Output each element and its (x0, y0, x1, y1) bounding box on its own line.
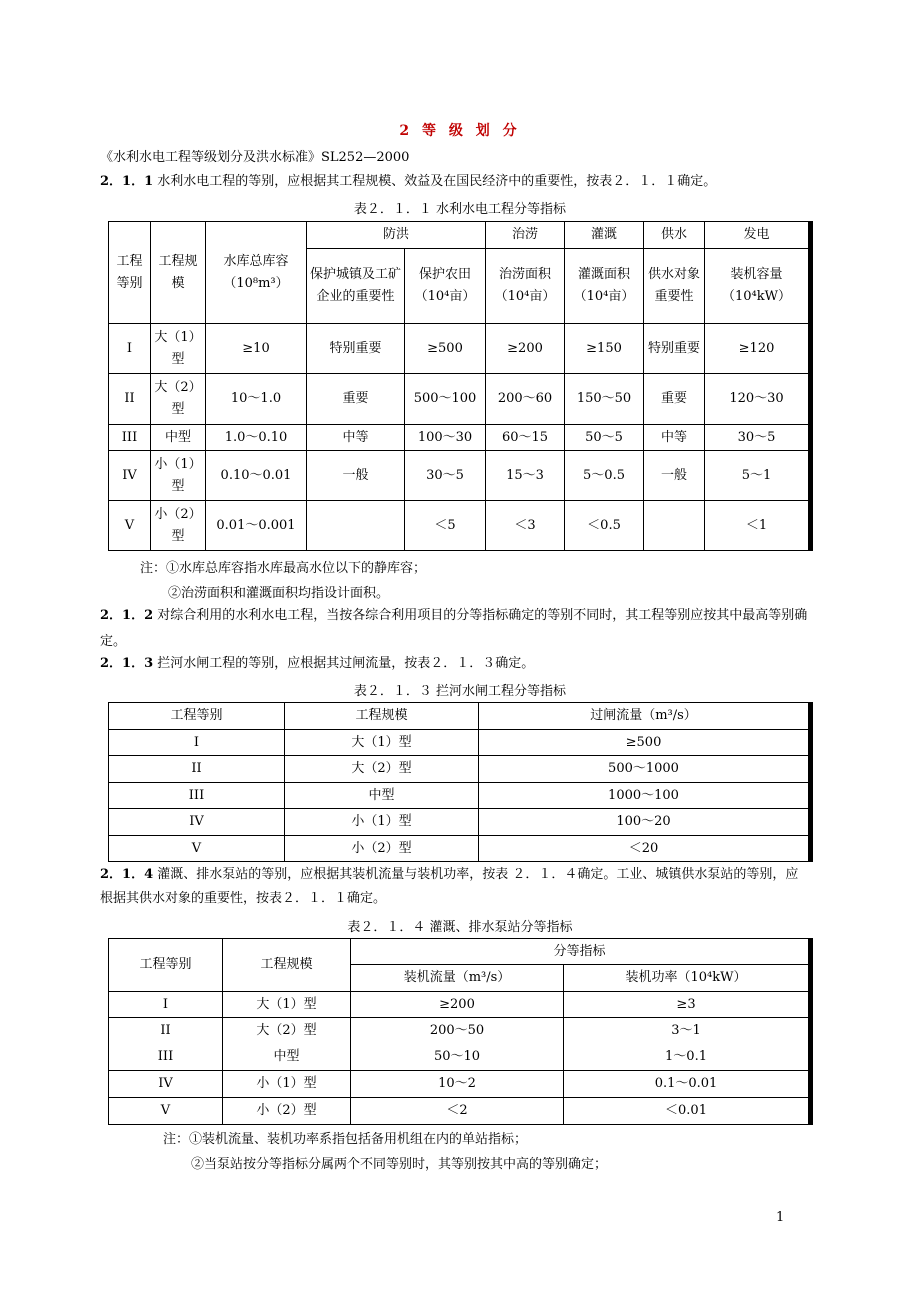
cell: 重要 (307, 374, 405, 425)
table1-caption: 表２．１．１ 水利水电工程分等指标 (353, 202, 567, 217)
cell: 大（1）型 (223, 992, 351, 1018)
group-irrig: 灌溉 (565, 222, 644, 249)
cell: 5～0.5 (565, 451, 644, 501)
table-row (109, 836, 811, 862)
cell: 中型 (151, 425, 206, 451)
cell: ≥120 (705, 324, 811, 374)
cell: ≥500 (405, 324, 486, 374)
cell: 中等 (307, 425, 405, 451)
table-2-1-3 (108, 702, 813, 862)
cell: 大（2）型 (151, 374, 206, 425)
table3-note-2: ②当泵站按分等指标分属两个不同等别时，其等别按其中高的等别确定； (191, 1157, 608, 1172)
cell: ≥500 (479, 730, 811, 756)
cell: 小（2）型 (151, 501, 206, 551)
clause-number: 2．1．4 (100, 867, 154, 882)
table3-caption: 表２．１．４ 灌溉、排水泵站分等指标 (347, 920, 573, 935)
cell: II (109, 374, 151, 425)
cell: ≥150 (565, 324, 644, 374)
table-row (109, 783, 811, 809)
cell: 30～5 (705, 425, 811, 451)
cell: 3～1 (564, 1018, 811, 1045)
cell: ＜5 (405, 501, 486, 551)
header-farm: 保护农田（10⁴亩） (405, 249, 486, 324)
clause-2-1-3 (100, 651, 830, 677)
clause-text: 水利水电工程的等别，应根据其工程规模、效益及在国民经济中的重要性，按表２．１．１确定。 (157, 174, 717, 189)
table-row (109, 1018, 811, 1045)
table-row (109, 809, 811, 836)
cell: 大（2）型 (285, 756, 479, 783)
group-supply: 供水 (644, 222, 705, 249)
cell: 中型 (223, 1045, 351, 1071)
table-row (109, 501, 811, 551)
cell: III (109, 1045, 223, 1071)
cell: ＜0.5 (565, 501, 644, 551)
cell: 小（1）型 (223, 1071, 351, 1098)
cell: 中等 (644, 425, 705, 451)
group-power: 发电 (705, 222, 811, 249)
header-flow: 装机流量（m³/s） (351, 965, 564, 992)
header-city: 保护城镇及工矿企业的重要性 (307, 249, 405, 324)
cell: ＜2 (351, 1098, 564, 1125)
clause-text: 对综合利用的水利水电工程，当按各综合利用项目的分等指标确定的等别不同时，其工程等别应按其中最高等别确定。 (100, 608, 808, 649)
header-scale: 工程规模 (223, 939, 351, 992)
cell: I (109, 324, 151, 374)
cell: 500～100 (405, 374, 486, 425)
cell: 200～60 (486, 374, 565, 425)
cell: IV (109, 809, 285, 836)
cell: 特别重要 (307, 324, 405, 374)
cell: 0.01～0.001 (206, 501, 307, 551)
header-drain-area: 治涝面积（10⁴亩） (486, 249, 565, 324)
clause-number: 2．1．1 (100, 174, 154, 189)
section-title: 2 等 级 划 分 (399, 123, 521, 139)
clause-text: 灌溉、排水泵站的等别，应根据其装机流量与装机功率，按表 ２．１．４确定。工业、城镇供水泵站的等别，应 (157, 867, 799, 882)
cell: 200～50 (351, 1018, 564, 1045)
cell: 小（1）型 (285, 809, 479, 836)
cell: 小（2）型 (223, 1098, 351, 1125)
table3-note-1: 注：①装机流量、装机功率系指包括备用机组在内的单站指标； (163, 1132, 528, 1147)
cell (644, 501, 705, 551)
header-flow: 过闸流量（m³/s） (479, 703, 811, 730)
cell: 50～5 (565, 425, 644, 451)
standard-name: 《水利水电工程等级划分及洪水标准》SL252—2000 (100, 150, 410, 165)
table-row (109, 374, 811, 425)
header-index: 分等指标 (351, 939, 811, 965)
cell: II (109, 756, 285, 783)
table-row (109, 425, 811, 451)
cell: 一般 (644, 451, 705, 501)
table-row (109, 451, 811, 501)
group-flood: 防洪 (307, 222, 486, 249)
table1-note-1: 注：①水库总库容指水库最高水位以下的静库容； (140, 561, 427, 576)
cell: V (109, 836, 285, 862)
clause-text: 拦河水闸工程的等别，应根据其过闸流量，按表２．１．３确定。 (157, 656, 535, 671)
table-2-1-1 (108, 221, 813, 551)
page-number: 1 (776, 1210, 785, 1225)
cell: 大（2）型 (223, 1018, 351, 1045)
cell: 重要 (644, 374, 705, 425)
cell: 60～15 (486, 425, 565, 451)
table-row (109, 992, 811, 1018)
cell: 50～10 (351, 1045, 564, 1071)
cell: II (109, 1018, 223, 1045)
cell: 0.10～0.01 (206, 451, 307, 501)
table-row (109, 730, 811, 756)
cell: 0.1～0.01 (564, 1071, 811, 1098)
cell: 10～2 (351, 1071, 564, 1098)
cell: ＜1 (705, 501, 811, 551)
clause-2-1-4 (100, 862, 830, 888)
header-grade: 工程等别 (109, 703, 285, 730)
header-scale: 工程规模 (151, 222, 206, 324)
table-row (109, 1045, 811, 1071)
clause-2-1-2 (100, 603, 830, 655)
cell: III (109, 425, 151, 451)
cell: 100～30 (405, 425, 486, 451)
cell: V (109, 1098, 223, 1125)
cell: 10～1.0 (206, 374, 307, 425)
cell: 5～1 (705, 451, 811, 501)
clause-2-1-1 (100, 169, 830, 195)
cell: 500～1000 (479, 756, 811, 783)
cell: V (109, 501, 151, 551)
cell: 特别重要 (644, 324, 705, 374)
table-2-1-4 (108, 938, 813, 1125)
header-irrig-area: 灌溉面积（10⁴亩） (565, 249, 644, 324)
cell: III (109, 783, 285, 809)
cell: 大（1）型 (151, 324, 206, 374)
cell: 1～0.1 (564, 1045, 811, 1071)
clause-number: 2．1．3 (100, 656, 154, 671)
cell: 大（1）型 (285, 730, 479, 756)
table-row (109, 324, 811, 374)
cell: 中型 (285, 783, 479, 809)
cell: ≥200 (486, 324, 565, 374)
cell: ≥10 (206, 324, 307, 374)
cell: 100～20 (479, 809, 811, 836)
table-row (109, 756, 811, 783)
header-grade: 工程等别 (109, 939, 223, 992)
cell: 小（1）型 (151, 451, 206, 501)
cell: I (109, 730, 285, 756)
header-grade: 工程等别 (109, 222, 151, 324)
cell: I (109, 992, 223, 1018)
cell: ＜0.01 (564, 1098, 811, 1125)
cell: IV (109, 1071, 223, 1098)
cell: 30～5 (405, 451, 486, 501)
cell: 1.0～0.10 (206, 425, 307, 451)
cell: ＜3 (486, 501, 565, 551)
table2-caption: 表２．１．３ 拦河水闸工程分等指标 (353, 684, 567, 699)
clause-number: 2．1．2 (100, 608, 154, 623)
cell: 150～50 (565, 374, 644, 425)
cell (307, 501, 405, 551)
table-row (109, 1071, 811, 1098)
header-power-capacity: 装机容量（10⁴kW） (705, 249, 811, 324)
cell: 120～30 (705, 374, 811, 425)
header-capacity: 水库总库容（10⁸m³） (206, 222, 307, 324)
group-drain: 治涝 (486, 222, 565, 249)
cell: ＜20 (479, 836, 811, 862)
header-scale: 工程规模 (285, 703, 479, 730)
header-supply-importance: 供水对象重要性 (644, 249, 705, 324)
cell: ≥200 (351, 992, 564, 1018)
table-row (109, 1098, 811, 1125)
header-power: 装机功率（10⁴kW） (564, 965, 811, 992)
cell: ≥3 (564, 992, 811, 1018)
cell: 一般 (307, 451, 405, 501)
cell: 1000～100 (479, 783, 811, 809)
cell: 小（2）型 (285, 836, 479, 862)
cell: 15～3 (486, 451, 565, 501)
clause-2-1-4-cont: 根据其供水对象的重要性，按表２．１．１确定。 (100, 891, 387, 906)
table1-note-2: ②治涝面积和灌溉面积均指设计面积。 (168, 586, 390, 601)
cell: IV (109, 451, 151, 501)
